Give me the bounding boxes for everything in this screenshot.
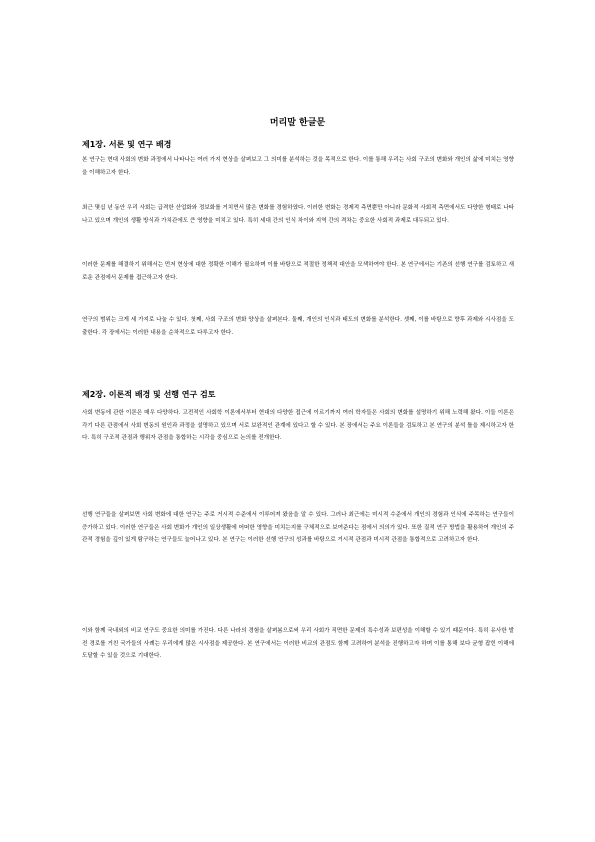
paragraph: 연구의 범위는 크게 세 가지로 나눌 수 있다. 첫째, 사회 구조의 변화 양상을 살펴본다. 둘째, 개인의 인식과 태도의 변화를 분석한다. 셋째, 이를 바탕으로 향후 과제와 시사점을 도출한다. 각 장에서는 이러한 내용을 순차적으로 다루고자 한다.: [82, 317, 514, 336]
paragraph: 본 연구는 현대 사회의 변화 과정에서 나타나는 여러 가지 현상을 살펴보고 그 의미를 분석하는 것을 목적으로 한다. 이를 통해 우리는 사회 구조의 변화와 개인의 삶에 미치는 영향을 이해하고자 한다.: [82, 157, 514, 176]
section-heading-2: 제2장. 이론적 배경 및 선행 연구 검토: [82, 390, 216, 399]
paragraph: 사회 변동에 관한 이론은 매우 다양하다. 고전적인 사회학 이론에서부터 현대의 다양한 접근에 이르기까지 여러 학자들은 사회의 변화를 설명하기 위해 노력해 왔다. 이들 이론은 각기 다른 관점에서 사회 변동의 원인과 과정을 설명하고 있으며 서로 보완적인 관계에 있다고 할 수 있다. 본 장에서는 주요 이론들을 검토하고 본 연구의 분석 틀을 제시하고자 한다. 특히 구조적 관점과 행위자 관점을 통합하는 시각을 중심으로 논의를 전개한다.: [82, 410, 514, 441]
section-heading-1: 제1장. 서론 및 연구 배경: [82, 140, 172, 149]
paragraph: 선행 연구들을 살펴보면 사회 변화에 대한 연구는 주로 거시적 수준에서 이루어져 왔음을 알 수 있다. 그러나 최근에는 미시적 수준에서 개인의 경험과 인식에 주목하는 연구들이 증가하고 있다. 이러한 연구들은 사회 변화가 개인의 일상생활에 어떠한 영향을 미치는지를 구체적으로 보여준다는 점에서 의의가 있다. 또한 질적 연구 방법을 활용하여 개인의 주관적 경험을 깊이 있게 탐구하는 연구들도 늘어나고 있다. 본 연구는 이러한 선행 연구의 성과를 바탕으로 거시적 관점과 미시적 관점을 통합적으로 고려하고자 한다.: [82, 512, 514, 543]
document-title: 머리말 한글문: [269, 118, 326, 128]
paragraph: 최근 몇십 년 동안 우리 사회는 급격한 산업화와 정보화를 거치면서 많은 변화를 경험하였다. 이러한 변화는 경제적 측면뿐만 아니라 문화적 사회적 측면에서도 다양한 형태로 나타나고 있으며 개인의 생활 방식과 가치관에도 큰 영향을 미치고 있다. 특히 세대 간의 인식 차이와 지역 간의 격차는 중요한 사회적 과제로 대두되고 있다.: [82, 205, 514, 224]
paragraph: 이와 함께 국내외의 비교 연구도 중요한 의미를 가진다. 다른 나라의 경험을 살펴봄으로써 우리 사회가 직면한 문제의 특수성과 보편성을 이해할 수 있기 때문이다. 특히 유사한 발전 경로를 거친 국가들의 사례는 우리에게 많은 시사점을 제공한다. 본 연구에서는 이러한 비교의 관점도 함께 고려하여 분석을 진행하고자 하며 이를 통해 보다 균형 잡힌 이해에 도달할 수 있을 것으로 기대한다.: [82, 628, 514, 659]
paragraph: 이러한 문제를 해결하기 위해서는 먼저 현상에 대한 정확한 이해가 필요하며 이를 바탕으로 적절한 정책적 대안을 모색하여야 한다. 본 연구에서는 기존의 선행 연구를 검토하고 새로운 관점에서 문제를 접근하고자 한다.: [82, 262, 514, 281]
